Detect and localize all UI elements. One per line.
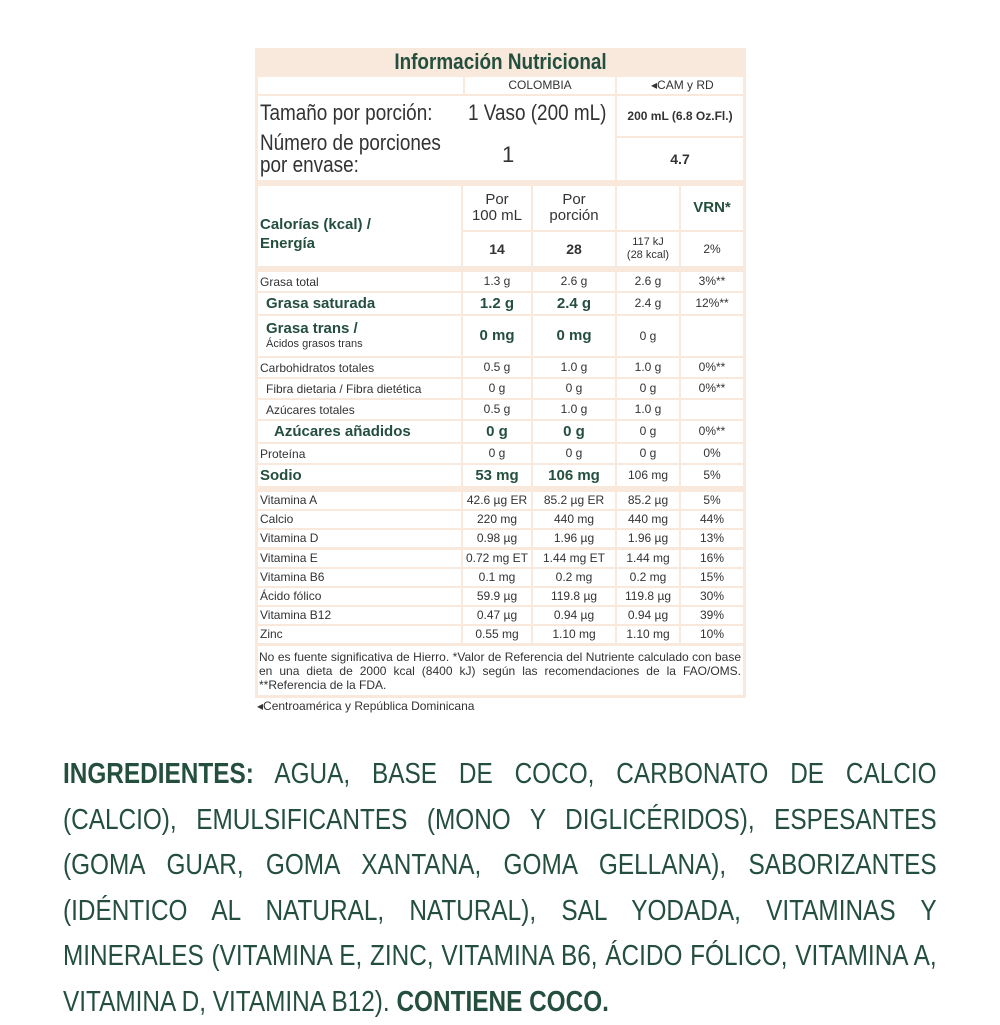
calories-label-2: Energía <box>260 235 316 252</box>
servings-label-1: Número de porciones <box>260 130 441 155</box>
vitamin-label: Vitamina D <box>258 530 461 547</box>
table-title: Información Nutricional <box>394 49 607 74</box>
vitamin-value-vrn: 16% <box>681 550 743 567</box>
macro-value-vp: 0 g <box>533 421 615 442</box>
macro-value-vrn: 12%** <box>681 293 743 314</box>
calories-cam <box>617 232 679 266</box>
calories-per-100: 14 <box>463 232 531 266</box>
servings-value: 1 <box>502 142 515 167</box>
ingredients-paragraph <box>63 752 937 1025</box>
macro-value-vp: 0 mg <box>533 316 615 356</box>
vitamin-value-vcam: 1.96 µg <box>617 530 679 547</box>
macro-value-vrn: 0%** <box>681 421 743 442</box>
macro-value-vrn <box>681 316 743 356</box>
serving-size-label: Tamaño por porción: <box>260 100 433 125</box>
macro-value-vrn: 0%** <box>681 379 743 398</box>
vitamin-value-vcam: 0.2 mg <box>617 569 679 586</box>
calories-cam-kj: 117 kJ <box>632 236 664 248</box>
vitamin-value-vp: 0.94 µg <box>533 607 615 624</box>
head-cam-blank <box>617 186 679 230</box>
vitamin-value-v100: 59.9 µg <box>463 588 531 605</box>
head-per-portion-line2: porción <box>549 207 599 224</box>
head-per-100-line1: Por <box>485 191 509 208</box>
vitamin-value-vp: 1.96 µg <box>533 530 615 547</box>
vitamin-value-vcam: 1.10 mg <box>617 626 679 643</box>
vitamin-label: Vitamina E <box>258 550 461 567</box>
macro-value-vrn: 3%** <box>681 272 743 291</box>
macro-value-vcam: 0 g <box>617 379 679 398</box>
macro-value-v100: 0.5 g <box>463 358 531 377</box>
vitamin-label: Vitamina A <box>258 492 461 509</box>
macro-label-cell <box>258 272 461 291</box>
macro-value-vp: 2.4 g <box>533 293 615 314</box>
macro-label-cell <box>258 400 461 419</box>
macro-label-cell <box>258 316 461 356</box>
macro-value-vp: 0 g <box>533 444 615 463</box>
macro-value-vrn: 5% <box>681 465 743 486</box>
macro-sublabel: Ácidos grasos trans <box>266 338 363 350</box>
vitamin-value-vp: 119.8 µg <box>533 588 615 605</box>
macro-label-cell <box>258 444 461 463</box>
servings-cam: 4.7 <box>617 138 743 180</box>
vitamin-value-v100: 0.47 µg <box>463 607 531 624</box>
macro-value-vp: 1.0 g <box>533 400 615 419</box>
macro-label: Carbohidratos totales <box>260 361 375 375</box>
vitamin-label: Vitamina B6 <box>258 569 461 586</box>
macro-label: Grasa saturada <box>266 295 376 312</box>
vitamin-value-vrn: 10% <box>681 626 743 643</box>
vitamin-value-vcam: 440 mg <box>617 511 679 528</box>
vitamin-label: Vitamina B12 <box>258 607 461 624</box>
macro-label-cell <box>258 358 461 377</box>
calories-vrn: 2% <box>681 232 743 266</box>
vitamin-value-vrn: 13% <box>681 530 743 547</box>
vitamin-value-vrn: 44% <box>681 511 743 528</box>
macro-value-v100: 0 g <box>463 444 531 463</box>
serving-size-cam: 200 mL (6.8 Oz.Fl.) <box>617 96 743 136</box>
macro-value-vcam: 0 g <box>617 316 679 356</box>
macro-value-vp: 0 g <box>533 379 615 398</box>
macro-value-vcam: 1.0 g <box>617 358 679 377</box>
macro-value-v100: 0 mg <box>463 316 531 356</box>
head-per-100 <box>463 186 531 230</box>
macro-value-vcam: 1.0 g <box>617 400 679 419</box>
macro-value-vp: 2.6 g <box>533 272 615 291</box>
vitamin-value-vcam: 85.2 µg <box>617 492 679 509</box>
calories-cam-kcal: (28 kcal) <box>626 249 670 261</box>
calories-per-portion: 28 <box>533 232 615 266</box>
vitamin-value-vp: 440 mg <box>533 511 615 528</box>
macro-value-vcam: 2.6 g <box>617 272 679 291</box>
vitamin-value-v100: 0.55 mg <box>463 626 531 643</box>
header-blank-cell <box>258 77 463 94</box>
servings-label-2: por envase: <box>260 152 359 177</box>
macro-label-cell <box>258 379 461 398</box>
head-vrn: VRN* <box>681 186 743 230</box>
vitamin-value-vrn: 5% <box>681 492 743 509</box>
header-colombia: COLOMBIA <box>465 77 615 94</box>
macro-label: Fibra dietaria / Fibra dietética <box>266 382 422 396</box>
macro-value-v100: 0 g <box>463 421 531 442</box>
macro-label: Grasa total <box>260 275 319 289</box>
macro-value-vrn <box>681 400 743 419</box>
macro-label: Proteína <box>260 447 306 461</box>
vitamin-value-v100: 0.72 mg ET <box>463 550 531 567</box>
calories-label-1: Calorías (kcal) / <box>260 216 371 233</box>
ingredients-list: AGUA, BASE DE COCO, CARBONATO DE CALCIO (CALCIO), EMULSIFICANTES (MONO Y DIGLICÉRIDOS), ESPESANTES (GOMA GUAR, GOMA XANTANA, GOMA GELLANA), SABORIZANTES (IDÉNTICO AL NATURAL, NATURAL), SAL YODADA, VITAMINAS Y MINERALES (VITAMINA E, ZINC, VITAMINA B6, ÁCIDO FÓLICO, VITAMINA A, VITAMINA D, VITAMINA B12). <box>63 758 937 1018</box>
vitamin-label: Calcio <box>258 511 461 528</box>
vitamin-value-vcam: 0.94 µg <box>617 607 679 624</box>
vitamin-value-vp: 0.2 mg <box>533 569 615 586</box>
vitamin-value-vrn: 15% <box>681 569 743 586</box>
macro-value-vcam: 106 mg <box>617 465 679 486</box>
vitamin-value-vcam: 1.44 mg <box>617 550 679 567</box>
vitamin-label: Ácido fólico <box>258 588 461 605</box>
macro-value-vrn: 0% <box>681 444 743 463</box>
macro-label: Grasa trans / <box>266 320 358 337</box>
vitamin-value-vcam: 119.8 µg <box>617 588 679 605</box>
calories-label-cell <box>258 186 461 266</box>
macro-label: Azúcares totales <box>266 403 355 417</box>
vitamin-label: Zinc <box>258 626 461 643</box>
macro-label: Azúcares añadidos <box>274 423 411 440</box>
macro-value-v100: 0.5 g <box>463 400 531 419</box>
macro-value-vcam: 0 g <box>617 444 679 463</box>
macro-value-vcam: 2.4 g <box>617 293 679 314</box>
macro-label-cell <box>258 465 461 486</box>
header-cam-rd: ◂CAM y RD <box>617 77 743 94</box>
macro-value-vp: 1.0 g <box>533 358 615 377</box>
vitamin-value-vp: 85.2 µg ER <box>533 492 615 509</box>
macro-value-v100: 1.2 g <box>463 293 531 314</box>
macro-label: Sodio <box>260 467 302 484</box>
macro-label-cell <box>258 293 461 314</box>
macro-value-vrn: 0%** <box>681 358 743 377</box>
macro-label-cell <box>258 421 461 442</box>
macro-value-v100: 1.3 g <box>463 272 531 291</box>
vitamin-value-v100: 0.1 mg <box>463 569 531 586</box>
macro-value-vcam: 0 g <box>617 421 679 442</box>
macro-value-vp: 106 mg <box>533 465 615 486</box>
head-per-portion-line1: Por <box>562 191 586 208</box>
serving-size-value: 1 Vaso (200 mL) <box>468 100 607 125</box>
vitamin-value-v100: 0.98 µg <box>463 530 531 547</box>
macro-value-v100: 53 mg <box>463 465 531 486</box>
nutrition-facts-table <box>255 48 746 698</box>
vitamin-value-vp: 1.44 mg ET <box>533 550 615 567</box>
serving-block <box>258 96 615 180</box>
vitamin-value-vrn: 30% <box>681 588 743 605</box>
head-per-portion <box>533 186 615 230</box>
footnote-regions: ◂Centroamérica y República Dominicana <box>257 699 475 713</box>
footnote-text: No es fuente significativa de Hierro. *Valor de Referencia del Nutriente calculado con base en una dieta de 2000 kcal (8400 kJ) según las recomendaciones de la FAO/OMS. **Referencia de la FDA. <box>259 650 741 692</box>
vitamin-value-v100: 42.6 µg ER <box>463 492 531 509</box>
head-per-100-line2: 100 mL <box>471 207 523 224</box>
vitamin-value-vrn: 39% <box>681 607 743 624</box>
ingredients-heading: INGREDIENTES: <box>63 758 254 790</box>
macro-value-v100: 0 g <box>463 379 531 398</box>
contains-warning: CONTIENE COCO. <box>396 985 609 1018</box>
vitamin-value-v100: 220 mg <box>463 511 531 528</box>
vitamin-value-vp: 1.10 mg <box>533 626 615 643</box>
